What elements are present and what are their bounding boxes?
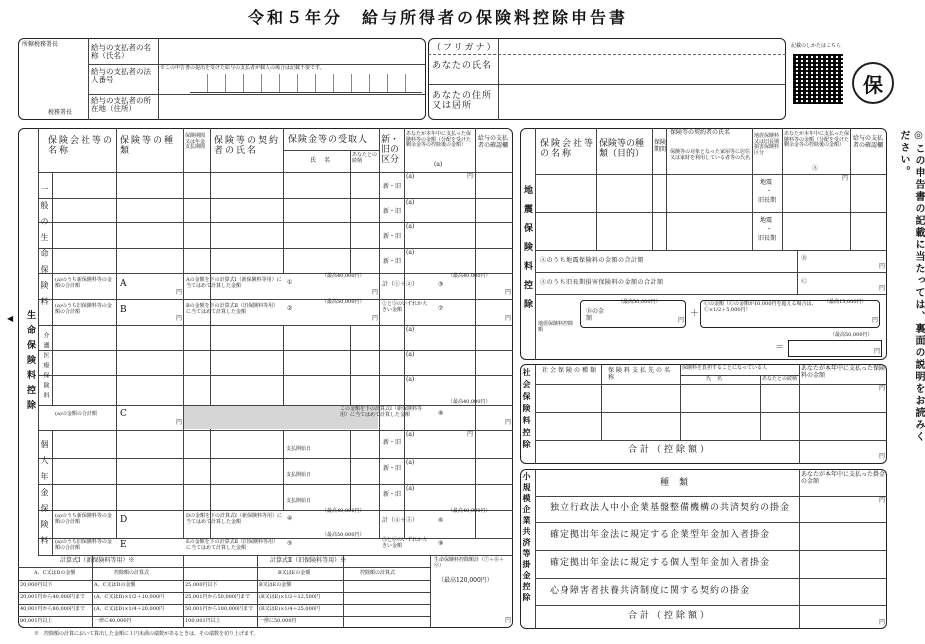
form-label: 50,001円から100,000円まで xyxy=(185,606,254,612)
form-label: 社会保険の種類 xyxy=(542,367,599,374)
form-label: 20,001円から40,000円まで xyxy=(20,594,85,600)
form-label: 円 xyxy=(467,431,474,438)
small-item-3: 確定拠出年金法に規定する個人型年金加入者掛金 xyxy=(550,558,771,568)
col-confirm: 給与の支払者の確認欄 xyxy=(478,135,509,149)
form-label: 円 xyxy=(176,419,183,426)
form-label: (A、C又はD)×1/4＋20,000円 xyxy=(94,606,165,612)
form-label: A xyxy=(120,279,127,289)
tax-office-label: 税務署長 xyxy=(48,109,73,116)
form-label: あなたが本年中に支払った保険料の金額 xyxy=(801,365,886,379)
form-label: Ⓑの金額 xyxy=(586,308,605,322)
general-life-label: 一般の生命保険料 xyxy=(40,185,49,313)
form-label: 計（①＋②） xyxy=(382,281,419,288)
form-label: 20,000円以下 xyxy=(20,582,53,588)
form-label: 円 xyxy=(505,315,512,322)
payer-name-field[interactable] xyxy=(160,40,422,62)
your-address-field[interactable] xyxy=(500,86,784,118)
form-label: ⑤と⑥のいずれか大きい金額 xyxy=(382,537,428,549)
form-label: (a) xyxy=(406,485,415,492)
form-label: Ⓑ xyxy=(801,255,808,262)
form-label: 円 xyxy=(372,289,379,296)
form-label: あなたが本年中に支払った掛金の金額 xyxy=(801,471,886,485)
form-label: (a) xyxy=(406,431,415,438)
furigana-field[interactable] xyxy=(500,40,784,53)
form-label: 地震 xyxy=(760,179,773,186)
sum-old-label: (a)のうち旧保険料等の金額の合計額 xyxy=(55,303,112,315)
form-label: 控除額の計算式 xyxy=(114,570,150,576)
form-label: ⑨ xyxy=(438,540,444,547)
side-note: ◎この申告書の記載に当たっては、裏面の説明をお読みください。 xyxy=(898,130,924,443)
form-label: 40,001円から80,000円まで xyxy=(20,606,85,612)
form-label: 円 xyxy=(879,619,886,626)
form-label: 新・旧 xyxy=(383,233,402,240)
form-label: Bの金額を下の計算式Ⅱ（旧保険料等用）に当てはめて計算した金額 xyxy=(186,303,279,315)
form-label: ⑥ xyxy=(438,517,444,524)
form-label: 新・旧 xyxy=(383,183,402,190)
form-label: ⑤ xyxy=(287,540,293,547)
form-label: A、C又はDの金額 xyxy=(94,582,136,588)
form-label: 種類 xyxy=(660,478,699,488)
col-recipient-name: 氏名 xyxy=(310,157,339,164)
col-company: 保険会社等の名称 xyxy=(48,136,115,156)
form-label: 保険期間 xyxy=(654,139,667,153)
form-label: Ⓐ xyxy=(812,165,819,172)
form-label: （最高40,000円） xyxy=(448,508,491,514)
form-label: この金額を下の計算式Ⅰ（新保険料等用）に当てはめて計算した金額 xyxy=(340,406,422,418)
form-label: （最高15,000円） xyxy=(824,299,867,305)
formula1-title: 計算式Ⅰ（新保険料等用）※ xyxy=(60,557,135,564)
your-name-field[interactable] xyxy=(500,56,784,82)
form-label: あなたが本年中に支払った保険料等の金額（分配を受けた剰余金等の控除後の金額） xyxy=(784,131,850,148)
form-label: 地震保険料又は旧長期損害保険料区分 xyxy=(754,133,780,156)
form-label: (a) xyxy=(406,223,415,230)
form-label: 氏名 xyxy=(706,376,729,382)
form-label: (a)のうち新保険料等の金額の合計額 xyxy=(55,513,112,525)
form-label: 円 xyxy=(372,315,379,322)
form-label: Ⓐのうち地震保険料の金額の合計額 xyxy=(540,257,645,264)
form-label: (a) xyxy=(406,326,415,333)
col-recipient: 保険金等の受取人 xyxy=(288,135,369,145)
life-insurance-section xyxy=(18,128,513,628)
form-label: 25,000円以下 xyxy=(185,582,218,588)
form-label: 支払開始日 xyxy=(286,498,312,504)
form-label: 新・旧 xyxy=(383,491,402,498)
form-label: （最高40,000円） xyxy=(322,508,365,514)
footnote: ※ 控除額の計算において算出した金額に１円未満の端数があるときは、その端数を切り上げます。 xyxy=(34,631,259,637)
form-label: 新・旧 xyxy=(383,258,402,265)
small-item-4: 心身障害者扶養共済制度に関する契約の掛金 xyxy=(550,586,751,596)
form-label: 円 xyxy=(879,285,886,292)
payer-address-field[interactable] xyxy=(160,96,422,118)
form-label: ③ xyxy=(438,281,444,288)
form-label: Ⓐのうち旧長期損害保険料の金額の合計額 xyxy=(540,279,664,286)
formula2-title: 計算式Ⅱ（旧保険料等用）※ xyxy=(270,557,347,564)
qr-code-icon[interactable] xyxy=(793,54,843,104)
form-label: ⑦ xyxy=(438,305,444,312)
form-label: Eの金額を下の計算式Ⅱ（旧保険料等用）に当てはめて計算した金額 xyxy=(186,539,279,551)
care-medical-label: 介護医療保険料 xyxy=(42,332,49,402)
form-label: 新・旧 xyxy=(383,465,402,472)
form-label: 円 xyxy=(678,317,685,324)
form-label: C xyxy=(120,409,127,419)
form-label: 円 xyxy=(879,453,886,460)
payer-number-label: 給与の支払者の法人番号 xyxy=(91,67,151,85)
form-label: ② xyxy=(287,305,293,312)
small-item-1: 独立行政法人中小企業基盤整備機構の共済契約の掛金 xyxy=(550,503,791,513)
form-label: 一律に50,000円 xyxy=(259,618,297,624)
form-label: 円 xyxy=(176,289,183,296)
form-label: 保険料を負担することになっている人 xyxy=(682,365,768,371)
life-total-label: 生命保険料控除額計（⑦＋⑧＋⑨） xyxy=(434,557,505,569)
form-label: あなたとの続柄 xyxy=(762,376,798,382)
form-label: Dの金額を下の計算式Ⅰ（新保険料等用）に当てはめて計算した金額 xyxy=(186,513,282,525)
form-label: 地震保険料控除額 xyxy=(538,321,574,333)
form-label: E xyxy=(120,540,127,550)
col-contractor: 保険等の契約者の氏名 xyxy=(214,136,281,156)
payer-name-label: 給与の支払者の名称（氏名） xyxy=(91,43,151,61)
form-label: 新・旧 xyxy=(383,208,402,215)
form-label: 円 xyxy=(842,175,849,182)
small-item-2: 確定拠出年金法に規定する企業型年金加入者掛金 xyxy=(550,530,771,540)
col-relation: あなたとの続柄 xyxy=(352,152,378,164)
form-label: (a) xyxy=(406,376,415,383)
form-label: 控除額の計算式 xyxy=(360,570,396,576)
form-label: ⑧ xyxy=(438,410,444,417)
form-label: (a) xyxy=(406,351,415,358)
form-label: 円 xyxy=(874,348,881,355)
form-label: (a) xyxy=(406,249,415,256)
form-label: D xyxy=(120,515,128,525)
form-label: （最高40,000円） xyxy=(448,273,491,279)
col-type: 保険等の種類 xyxy=(120,136,176,156)
sum-new-label: (a)のうち新保険料等の金額の合計額 xyxy=(55,277,112,289)
form-label: 新・旧 xyxy=(383,439,402,446)
col-amount: あなたが本年中に支払った保険料等の金額（分配を受けた剰余金等の控除後の金額） xyxy=(406,131,472,148)
form-label: 計（④＋⑤） xyxy=(382,517,419,524)
col-period: 保険期間又は年金支払期間 xyxy=(185,133,206,150)
social-side-label: 社会保険料控除 xyxy=(522,368,532,452)
form-label: B xyxy=(120,305,127,315)
small-total: 合計（控除額） xyxy=(628,611,713,621)
your-address-label: あなたの住所又は居所 xyxy=(432,91,493,111)
col-amount-a: (a) xyxy=(434,161,443,168)
form-label: ＝ xyxy=(775,343,785,353)
form-label: (a) xyxy=(406,199,415,206)
form-label: 保険等の対象となった家屋等に居住又は家財を利用している者等の氏名 xyxy=(670,149,751,161)
page-title: 令和５年分 給与所得者の保険料控除申告書 xyxy=(248,8,629,27)
form-label: 旧長期 xyxy=(758,235,777,242)
form-label: B又はEの金額 xyxy=(259,582,292,588)
form-label: (A、C又はD)×1/2＋10,000円 xyxy=(94,594,165,600)
form-label: (a) xyxy=(406,459,415,466)
life-side-label: 生命保険料控除 xyxy=(25,310,35,415)
form-label: 円 xyxy=(505,617,512,624)
form-label: Ⓒ xyxy=(801,278,808,285)
form-label: （最高50,000円） xyxy=(322,532,365,538)
form-label: 25,001円から50,000円まで xyxy=(185,594,250,600)
form-label: A、C又はDの金額 xyxy=(34,570,76,576)
payer-number-field[interactable] xyxy=(190,74,422,93)
form-label: （最高50,000円） xyxy=(618,299,661,305)
form-label: (a) xyxy=(406,173,415,180)
form-label: （最高50,000円） xyxy=(830,332,873,338)
qr-label: 記載のしかたはこちら xyxy=(791,43,842,49)
form-label: （最高40,000円） xyxy=(322,273,365,279)
form-label: 支払開始日 xyxy=(286,446,312,452)
form-label: 給与の支払者の確認欄 xyxy=(853,135,884,149)
form-label: （最高50,000円） xyxy=(322,299,365,305)
form-label: 円 xyxy=(879,263,886,270)
small-side-label: 小規模企業共済等掛金控除 xyxy=(522,472,532,604)
payer-address-label: 給与の支払者の所在地（住所） xyxy=(91,96,151,114)
seal-mark xyxy=(852,62,894,104)
form-label: （最高120,000円） xyxy=(438,577,493,584)
pension-label: 個人年金保険料 xyxy=(40,440,49,552)
form-label: 円 xyxy=(467,173,474,180)
col-newold: 新・旧の区分 xyxy=(381,135,400,165)
form-label: 保険会社等の名称 xyxy=(540,139,596,159)
social-total: 合計（控除額） xyxy=(628,445,713,455)
form-label: ＋ xyxy=(690,309,700,319)
form-label: Aの金額を下の計算式Ⅰ（新保険料等用）に当てはめて計算した金額 xyxy=(186,277,282,289)
form-label: 円 xyxy=(505,289,512,296)
form-label: 地震 xyxy=(760,217,773,224)
your-name-label: あなたの氏名 xyxy=(432,61,493,71)
form-label: 円 xyxy=(879,497,886,504)
form-label: 80,001円以上 xyxy=(20,618,53,624)
form-label: 保 xyxy=(863,72,883,97)
form-label: 保険料支払先の名称 xyxy=(608,367,673,381)
form-label: 保険等の契約者の氏名 xyxy=(670,129,731,136)
form-label: 円 xyxy=(879,385,886,392)
payer-number-note: ※この申告書の提出を受けた給与の支払者が個人の場合は記載不要です。 xyxy=(160,65,325,71)
form-label: (B又はE)×1/4＋25,000円 xyxy=(259,606,320,612)
form-label: 円 xyxy=(505,419,512,426)
form-label: 旧長期 xyxy=(758,197,777,204)
form-label: ②と③のいずれか大きい金額 xyxy=(382,301,428,313)
form-label: B又はEの金額 xyxy=(278,570,311,576)
form-label: ④ xyxy=(287,515,293,522)
form-label: ① xyxy=(287,279,293,286)
earthquake-side-label: 地震保険料控除 xyxy=(522,185,532,318)
form-label: 円 xyxy=(176,315,183,322)
form-label: (a)のうち旧保険料等の金額の合計額 xyxy=(55,539,112,551)
furigana-label: （フリガナ） xyxy=(432,43,498,53)
form-label: 支払開始日 xyxy=(286,472,312,478)
form-label: 一律に40,000円 xyxy=(94,618,132,624)
form-label: 保険等の種類（目的） xyxy=(599,139,645,159)
office-head-label: 所轄税務署長 xyxy=(22,41,59,48)
form-label: (B又はE)×1/2＋12,500円 xyxy=(259,594,320,600)
form-label: （最高40,000円） xyxy=(448,399,491,405)
sum-care-label: (a)の金額の合計額 xyxy=(55,411,97,417)
form-label: 100,001円以上 xyxy=(185,618,221,624)
form-label: 円 xyxy=(872,317,879,324)
form-label: Ⓒの金額（Ⓒの金額が10,000円を超える場合は、Ⓒ×1/2＋5,000円） xyxy=(704,301,817,313)
